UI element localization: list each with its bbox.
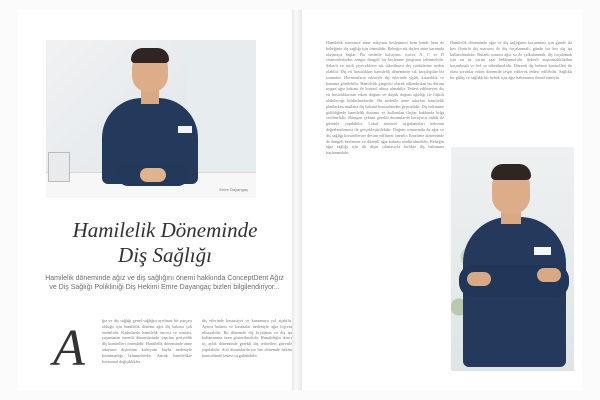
article-title (50, 218, 280, 268)
monitor-shape (48, 152, 70, 182)
title-line-2: Diş Sağlığı (118, 243, 212, 267)
doctor-photo-desk (46, 40, 256, 198)
left-column-2: diş etlerinde hassasiyet ve kanamaya yol açabilir. Ayrıca bulantı ve kusmalar nedeniyle ağız hijyeni aksayabilir. Bu dönemde diş fırçalama ve diş ipi kullanımına özen gösterilmelidir. Hamileliğin ikinci üç aylık döneminde gerekli diş tedavileri güvenle yapılabilir. Acil durumlarda ise her dönemde hekim kontrolünde tedavi uygulanabilir. (202, 318, 292, 358)
left-column-1: ğız ve diş sağlığı genel sağlığın ayrılmaz bir parçası olduğu için hamilelik dönemi ağız diş bakımı çok önemlidir. Kadınlarda hamilelik öncesi ve sonrası, yaşamanın önemli dönemlerinde yapılan periyodik diş kontrolleri önemlidir. Hamilelik döneminde anne adayının dişlerinin kalsiyum kaybı nedeniyle bozulmadığı bilinmektedir. Ancak hamilelikte hormonal değişiklikler (102, 318, 192, 364)
dropcap-letter: A (53, 320, 85, 377)
doctor-photo-portrait (451, 147, 574, 371)
right-column-1: Hamilelik süresince anne adayının beslenmesi hem kendi hem de bebeğinin diş sağlığı için önemlidir. Bebeğin süt dişleri anne karnında oluşmaya başlar. Bu nedenle kalsiyum, fosfor, A, C ve D vitaminlerinden zengin dengeli bir beslenme programı izlenmelidir. Şekerli ve asitli yiyeceklerin sık tüketilmesi diş çürüklerine neden olabilir. Diş eti hastalıkları hamilelik döneminde sık karşılaşılan bir sorundur. Hormonların etkisiyle diş etlerinde şişlik, kızarıklık ve kanama görülebilir. Hamilelik gingiviti olarak adlandırılan bu durum uygun ağız bakımı ile kontrol altına alınabilir. Tedavi edilmeyen diş eti hastalıklarının erken doğum ve düşük doğum ağırlığı ile ilişkili olabileceği bildirilmektedir. Bu nedenle anne adayları hamilelik planlarken mutlaka diş hekimi kontrolünden geçmelidir. Diş hekimine gidildiğinde hamilelik durumu ve kullanılan ilaçlar hakkında bilgi verilmelidir. Röntgen çekimi gerekli durumlarda koruyucu önlük ile güvenle yapılabilir. Lokal anestezi uygulamaları hekimin değerlendirmesi ile gerçekleştirilebilir. Doğum sonrasında da ağız ve diş sağlığı kontrollerine devam edilmesi önerilir. Emzirme döneminde de dengeli beslenme ve düzenli ağız bakımı sürdürülmelidir. Bebeğin ağız sağlığı için ilk dişin çıkmasıyla birlikte diş bakımına başlanmalıdır. (326, 40, 444, 156)
article-subtitle: Hamilelik döneminde ağız ve diş sağlığını önemi hakkında ConceptDent Ağız ve Diş Sağlığı Polikliniği Diş Hekimi Emre Dayangaç bizleri bilgilendiriyor... (45, 275, 284, 291)
page-gutter (292, 10, 302, 390)
title-line-1: Hamilelik Döneminde (72, 218, 258, 242)
photo-caption: Emre Dayangaç (219, 187, 248, 192)
left-page (18, 10, 292, 390)
right-column-2: Hamilelik döneminde ağız ve diş sağlığının korunması için günde iki kez florürlü diş macunu ile diş fırçalanmalı, günde bir kez diş ipi kullanılmalıdır. Bulantı sonrası ağız su ile çalkalanmalı, diş fırçalamak için en az yarım saat beklenmelidir. Şekerli atıştırmalıklardan kaçınılmalı ve bol su tüketilmelidir. Düzenli diş hekimi kontrolleri ile olası sorunlar erken dönemde tespit edilerek tedavi edilebilir. Sağlıklı bir gülüş ve sağlıklı bir bebek için ağız bakımınızı ihmal etmeyin. (450, 40, 572, 80)
right-page (302, 10, 582, 390)
